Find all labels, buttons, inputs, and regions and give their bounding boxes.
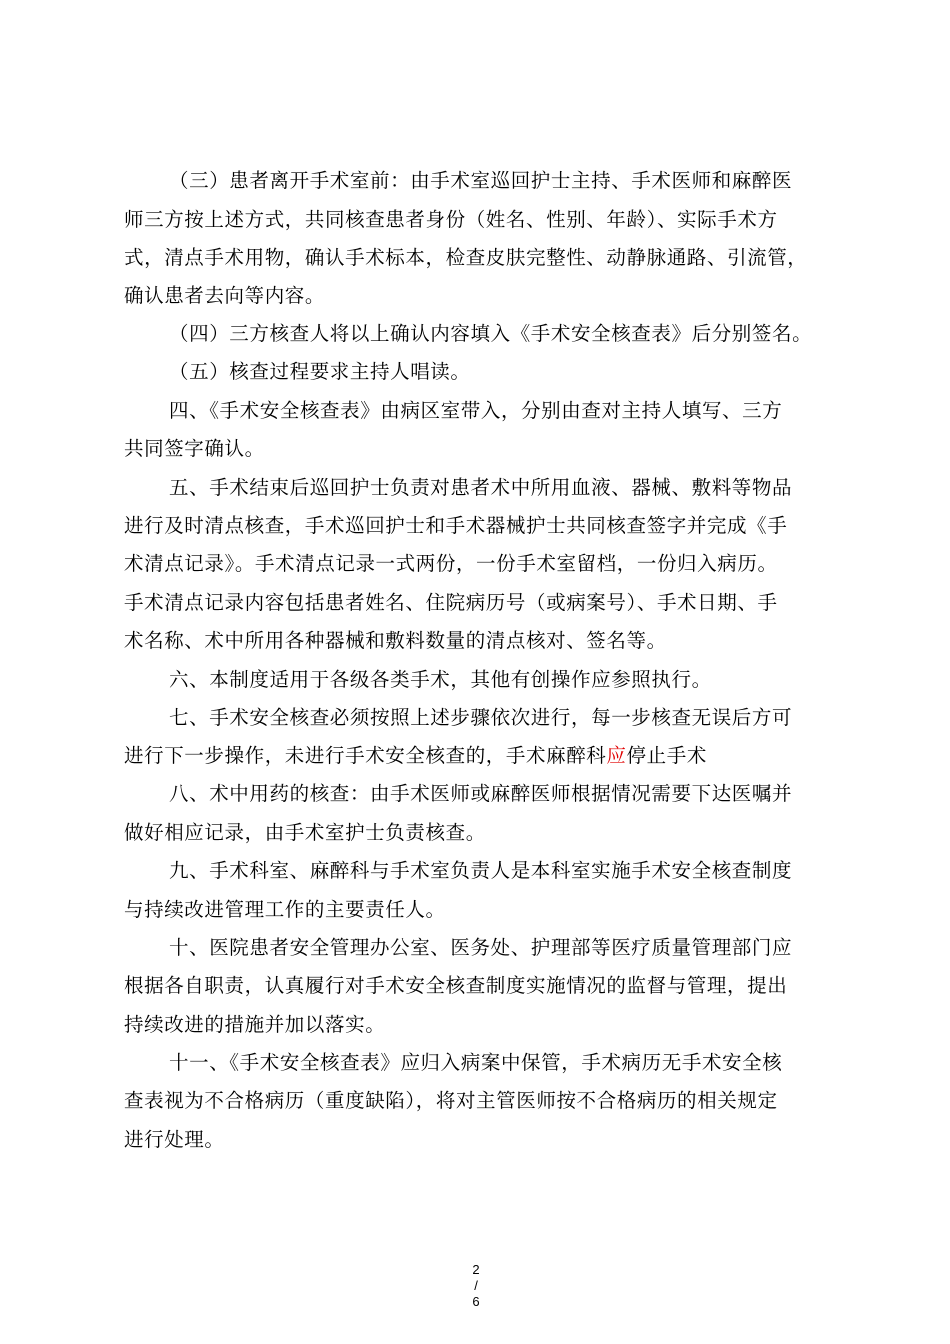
paragraph-line: 九、手术科室、麻醉科与手术室负责人是本科室实施手术安全核查制度 — [169, 859, 793, 882]
highlighted-text: 应 — [606, 744, 627, 767]
paragraph-line: 进行及时清点核查，手术巡回护士和手术器械护士共同核查签字并完成《手 — [124, 514, 788, 537]
paragraph-line: 术清点记录》。手术清点记录一式两份，一份手术室留档，一份归入病历。 — [124, 552, 778, 575]
paragraph-line: 十、医院患者安全管理办公室、医务处、护理部等医疗质量管理部门应 — [169, 936, 793, 959]
page-number-total: 6 — [472, 1294, 480, 1309]
paragraph-line: 术名称、术中所用各种器械和敷料数量的清点核对、签名等。 — [124, 629, 667, 652]
paragraph-line: 根据各自职责，认真履行对手术安全核查制度实施情况的监督与管理，提出 — [124, 974, 788, 997]
text-segment: 进行下一步操作，未进行手术安全核查的，手术麻醉科 — [124, 744, 607, 767]
page-number-current: 2 — [472, 1262, 480, 1277]
paragraph-line: （四）三方核查人将以上确认内容填入《手术安全核查表》后分别签名。 — [169, 322, 813, 345]
paragraph-line: 进行处理。 — [124, 1128, 225, 1151]
paragraph-line: 式，清点手术用物，确认手术标本，检查皮肤完整性、动静脉通路、引流管， — [124, 246, 808, 269]
paragraph-line: 做好相应记录，由手术室护士负责核查。 — [124, 821, 486, 844]
paragraph-line: 四、《手术安全核查表》由病区室带入，分别由查对主持人填写、三方 — [169, 399, 783, 422]
paragraph-line: 五、手术结束后巡回护士负责对患者术中所用血液、器械、敷料等物品 — [169, 476, 793, 499]
paragraph-line: 八、术中用药的核查：由手术医师或麻醉医师根据情况需要下达医嘱并 — [169, 782, 793, 805]
paragraph-line: （五）核查过程要求主持人唱读。 — [169, 360, 471, 383]
paragraph-line: 持续改进的措施并加以落实。 — [124, 1013, 386, 1036]
paragraph-line: 查表视为不合格病历（重度缺陷），将对主管医师按不合格病历的相关规定 — [124, 1089, 778, 1112]
paragraph-line: （三）患者离开手术室前：由手术室巡回护士主持、手术医师和麻醉医 — [169, 169, 793, 192]
paragraph-line: 手术清点记录内容包括患者姓名、住院病历号（或病案号）、手术日期、手 — [124, 591, 778, 614]
page-number-separator: / — [474, 1278, 478, 1293]
paragraph-line: 师三方按上述方式，共同核查患者身份（姓名、性别、年龄）、实际手术方 — [124, 208, 778, 231]
paragraph-line: 与持续改进管理工作的主要责任人。 — [124, 898, 446, 921]
paragraph-line: 七、手术安全核查必须按照上述步骤依次进行，每一步核查无误后方可 — [169, 706, 793, 729]
paragraph-line: 十一、《手术安全核查表》应归入病案中保管，手术病历无手术安全核 — [169, 1051, 783, 1074]
paragraph-line: 六、本制度适用于各级各类手术，其他有创操作应参照执行。 — [169, 668, 712, 691]
paragraph-line: 共同签字确认。 — [124, 437, 265, 460]
text-segment: 停止手术 — [626, 744, 707, 767]
paragraph-line: 确认患者去向等内容。 — [124, 284, 326, 307]
paragraph-line — [124, 744, 707, 768]
